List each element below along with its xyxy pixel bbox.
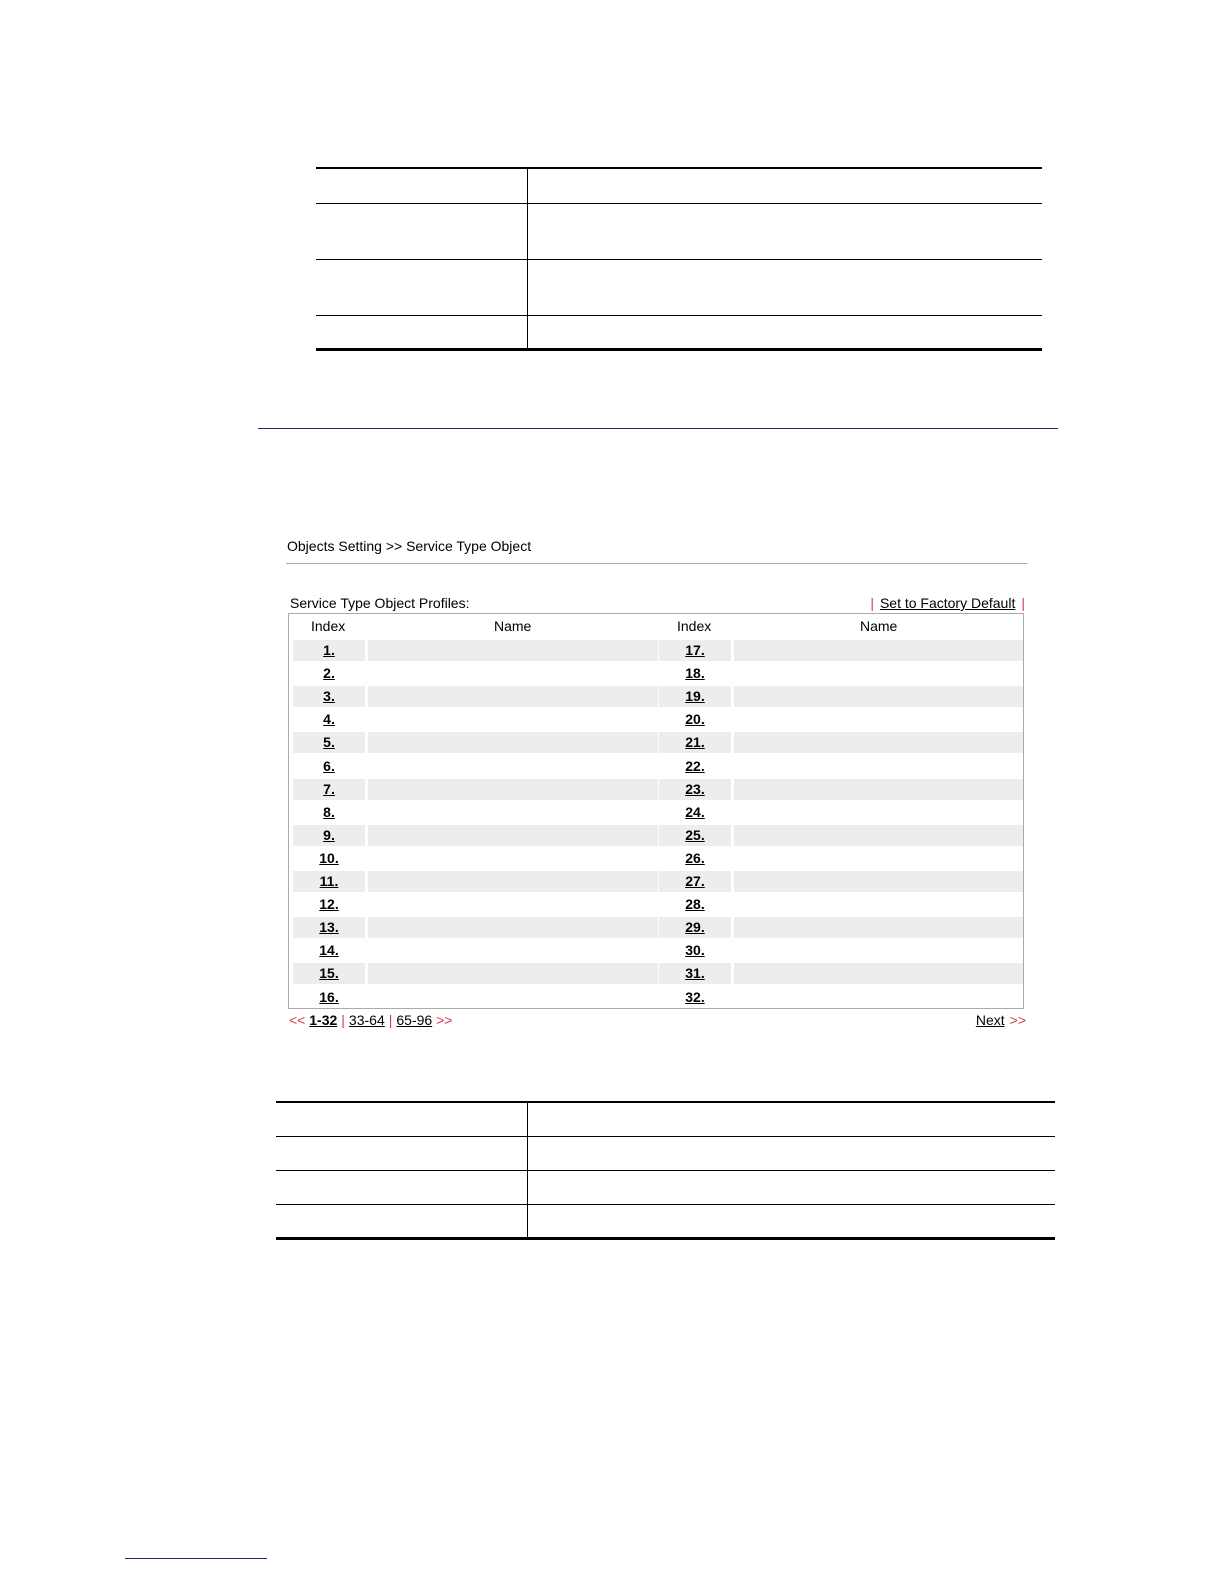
- row-cell-background: [734, 963, 1023, 984]
- row-index-cell: [293, 940, 365, 961]
- row-cell-background: [368, 802, 658, 823]
- row-cell-background: [368, 848, 658, 869]
- table-row: [293, 802, 1023, 823]
- row-index-cell: [293, 709, 365, 730]
- profile-index-link[interactable]: 13.: [319, 919, 339, 936]
- separator: |: [1021, 595, 1025, 611]
- section-divider: [258, 428, 1058, 429]
- table-row: [293, 917, 1023, 938]
- row-index-cell: [293, 871, 365, 892]
- factory-default-area: [870, 595, 1025, 611]
- profile-index-link[interactable]: 28.: [685, 896, 705, 913]
- row-cell-background: [734, 848, 1023, 869]
- table-row: [293, 963, 1023, 984]
- profile-index-link[interactable]: 11.: [319, 873, 339, 889]
- profile-index-link[interactable]: 12.: [319, 896, 339, 913]
- row-index-cell: [659, 756, 731, 777]
- service-type-object-screenshot: [286, 532, 1028, 1032]
- row-cell-background: [368, 640, 658, 661]
- row-index-cell: [293, 963, 365, 984]
- profile-index-link[interactable]: 31.: [685, 965, 705, 982]
- profile-index-link[interactable]: 19.: [685, 688, 705, 705]
- row-index-cell: [293, 802, 365, 823]
- profile-index-link[interactable]: 9.: [323, 826, 335, 843]
- row-index-cell: [659, 987, 731, 1008]
- column-header-index: Index: [677, 618, 712, 634]
- row-cell-background: [734, 802, 1023, 823]
- prev-arrow: <<: [289, 1012, 306, 1028]
- row-cell-background: [368, 732, 658, 753]
- row-cell-background: [734, 987, 1023, 1008]
- profile-index-link[interactable]: 4.: [323, 711, 335, 728]
- profile-index-link[interactable]: 8.: [323, 803, 335, 820]
- page-separator: |: [388, 1012, 393, 1028]
- row-index-cell: [659, 963, 731, 984]
- profile-index-link[interactable]: 26.: [685, 849, 705, 866]
- row-index-cell: [659, 917, 731, 938]
- page-link-1-32[interactable]: 1-32: [309, 1012, 338, 1028]
- row-cell-background: [734, 732, 1023, 753]
- row-index-cell: [293, 987, 365, 1008]
- row-index-cell: [659, 848, 731, 869]
- profile-index-link[interactable]: 7.: [323, 780, 335, 797]
- row-cell-background: [734, 894, 1023, 915]
- profile-index-link[interactable]: 15.: [319, 965, 339, 982]
- row-index-cell: [293, 663, 365, 684]
- column-header-name: Name: [860, 618, 898, 634]
- breadcrumb: Objects Setting >> Service Type Object: [287, 538, 532, 554]
- row-cell-background: [734, 663, 1023, 684]
- separator: |: [870, 595, 874, 611]
- next-pagination: [976, 1012, 1026, 1028]
- row-cell-background: [368, 663, 658, 684]
- row-cell-background: [368, 894, 658, 915]
- row-index-cell: [293, 732, 365, 753]
- profile-index-link[interactable]: 6.: [323, 757, 335, 774]
- profile-index-link[interactable]: 23.: [685, 780, 705, 797]
- row-cell-background: [734, 779, 1023, 800]
- row-index-cell: [293, 640, 365, 661]
- row-cell-background: [734, 686, 1023, 707]
- next-arrow: >>: [1009, 1012, 1026, 1028]
- table-row: [293, 686, 1023, 707]
- table-row: [293, 640, 1023, 661]
- row-cell-background: [368, 825, 658, 846]
- row-index-cell: [659, 779, 731, 800]
- row-cell-background: [368, 963, 658, 984]
- row-index-cell: [659, 686, 731, 707]
- footnote-divider: [125, 1558, 267, 1559]
- profile-index-link[interactable]: 1.: [323, 642, 335, 658]
- profile-index-link[interactable]: 29.: [685, 919, 705, 936]
- table-header: [289, 618, 1023, 638]
- section-title: Service Type Object Profiles:: [290, 595, 470, 611]
- row-cell-background: [368, 756, 658, 777]
- table-row: [293, 940, 1023, 961]
- table-row: [293, 871, 1023, 892]
- row-index-cell: [293, 917, 365, 938]
- profile-index-link[interactable]: 17.: [685, 642, 705, 658]
- profile-index-link[interactable]: 16.: [319, 988, 339, 1005]
- row-cell-background: [368, 871, 658, 892]
- bottom-doc-table: [276, 1101, 1055, 1240]
- profile-index-link[interactable]: 21.: [685, 734, 705, 751]
- profile-index-link[interactable]: 20.: [685, 711, 705, 728]
- row-cell-background: [368, 779, 658, 800]
- profile-index-link[interactable]: 3.: [323, 688, 335, 705]
- pagination: [289, 1012, 452, 1028]
- row-index-cell: [293, 756, 365, 777]
- row-cell-background: [734, 756, 1023, 777]
- row-cell-background: [368, 987, 658, 1008]
- profiles-table: [288, 613, 1024, 1009]
- column-header-index: Index: [311, 618, 346, 634]
- page-link-65-96[interactable]: 65-96: [396, 1012, 433, 1028]
- table-row: [293, 709, 1023, 730]
- row-cell-background: [734, 709, 1023, 730]
- page-link-33-64[interactable]: 33-64: [348, 1012, 385, 1028]
- table-row: [293, 848, 1023, 869]
- page-separator: |: [341, 1012, 345, 1028]
- set-factory-default-link[interactable]: Set to Factory Default: [879, 595, 1016, 611]
- row-index-cell: [659, 871, 731, 892]
- next-link[interactable]: Next: [975, 1012, 1005, 1028]
- row-cell-background: [368, 940, 658, 961]
- row-cell-background: [734, 940, 1023, 961]
- table-row: [293, 825, 1023, 846]
- next-arrow: >>: [436, 1012, 453, 1028]
- row-index-cell: [293, 825, 365, 846]
- table-row: [293, 894, 1023, 915]
- row-index-cell: [659, 894, 731, 915]
- row-index-cell: [293, 848, 365, 869]
- row-index-cell: [659, 940, 731, 961]
- row-index-cell: [659, 709, 731, 730]
- profile-index-link[interactable]: 14.: [319, 942, 339, 959]
- table-row: [293, 779, 1023, 800]
- row-index-cell: [659, 640, 731, 661]
- row-index-cell: [659, 802, 731, 823]
- profile-index-link[interactable]: 30.: [685, 942, 705, 959]
- column-header-name: Name: [494, 618, 532, 634]
- profile-index-link[interactable]: 32.: [685, 988, 705, 1005]
- top-doc-table: [316, 167, 1042, 351]
- table-row: [293, 732, 1023, 753]
- profile-index-link[interactable]: 25.: [685, 826, 705, 843]
- profile-index-link[interactable]: 18.: [685, 665, 705, 682]
- row-cell-background: [734, 871, 1023, 892]
- row-cell-background: [368, 686, 658, 707]
- table-row: [293, 663, 1023, 684]
- table-row: [293, 756, 1023, 777]
- table-row: [293, 987, 1023, 1008]
- profile-index-link[interactable]: 10.: [319, 849, 339, 866]
- profile-index-link[interactable]: 5.: [323, 734, 335, 751]
- profile-index-link[interactable]: 22.: [685, 757, 705, 774]
- row-cell-background: [368, 917, 658, 938]
- profile-index-link[interactable]: 27.: [685, 873, 705, 889]
- profile-index-link[interactable]: 24.: [685, 803, 705, 820]
- row-cell-background: [368, 709, 658, 730]
- row-cell-background: [734, 825, 1023, 846]
- row-index-cell: [293, 779, 365, 800]
- row-index-cell: [293, 686, 365, 707]
- profile-index-link[interactable]: 2.: [323, 665, 335, 682]
- breadcrumb-divider: [286, 563, 1027, 564]
- row-cell-background: [734, 640, 1023, 661]
- row-index-cell: [659, 663, 731, 684]
- row-index-cell: [293, 894, 365, 915]
- row-index-cell: [659, 732, 731, 753]
- row-index-cell: [659, 825, 731, 846]
- row-cell-background: [734, 917, 1023, 938]
